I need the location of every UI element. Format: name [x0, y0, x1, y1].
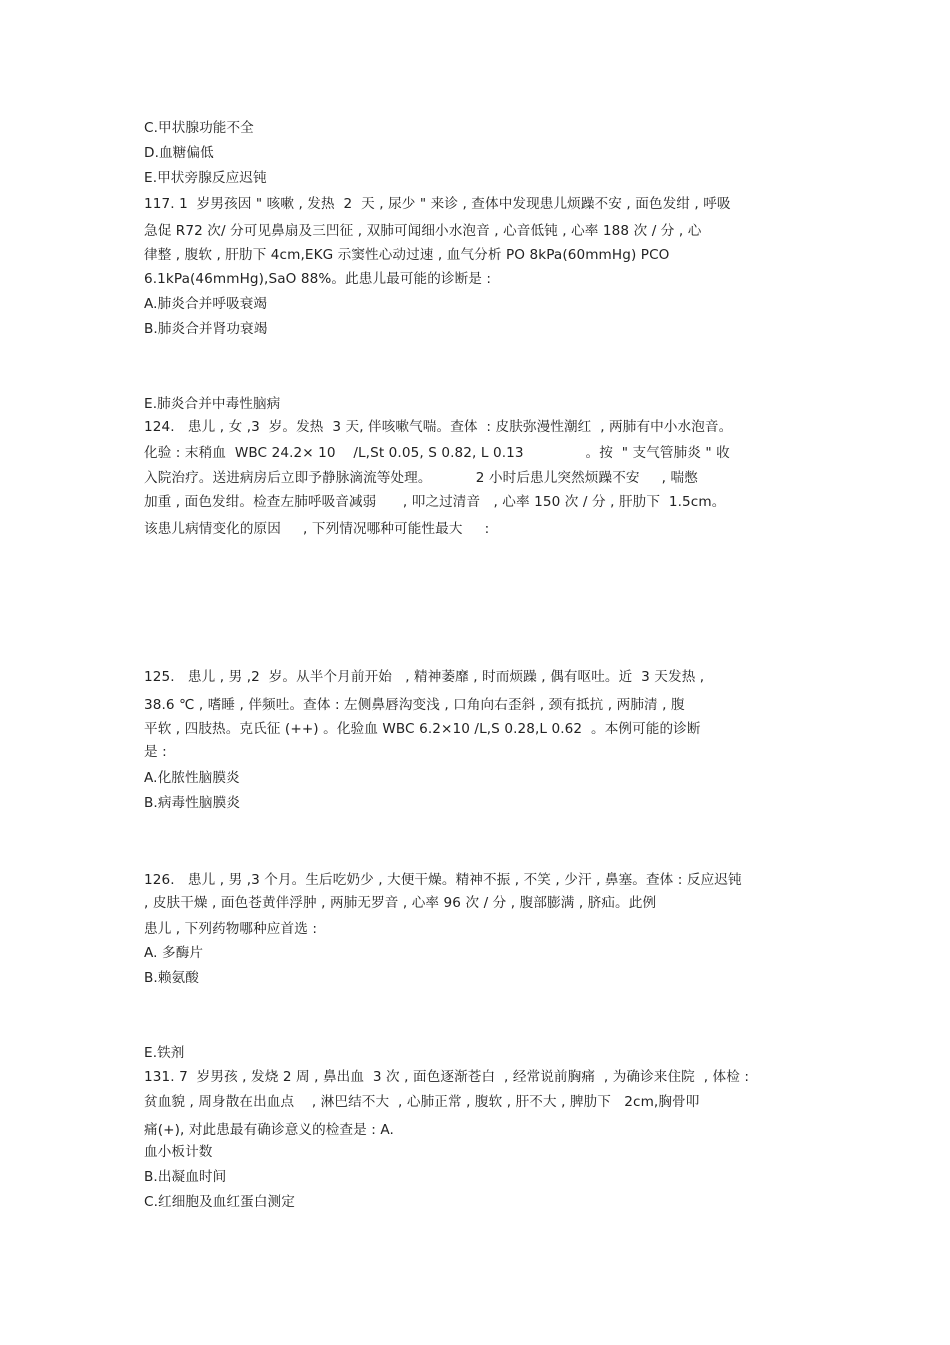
question-117-line-4: 6.1kPa(46mmHg),SaO 88%。此患儿最可能的诊断是 : — [144, 271, 492, 287]
question-131-line-1: 131. 7 岁男孩 , 发烧 2 周 , 鼻出血 3 次 , 面色逐渐苍白 , 经常说前胸痛 , 为确诊来住院 , 体检 : — [144, 1069, 750, 1085]
question-131-line-3: 痛(+), 对此患最有确诊意义的检查是 : A. — [144, 1122, 394, 1138]
option-c-thyroid: C.甲状腺功能不全 — [144, 120, 254, 136]
option-b-coagulation-time: B.出凝血时间 — [144, 1169, 227, 1185]
option-c-rbc-hemoglobin: C.红细胞及血红蛋白测定 — [144, 1194, 295, 1210]
question-125-line-4: 是 : — [144, 744, 167, 760]
option-d-low-glucose: D.血糖偏低 — [144, 145, 214, 161]
question-125-line-3: 平软 , 四肢热。克氏征 (++) 。化验血 WBC 6.2×10 /L,S 0.28,L 0.62 。本例可能的诊断 — [144, 721, 701, 737]
option-a-purulent-meningitis: A.化脓性脑膜炎 — [144, 770, 240, 786]
option-a-platelet-count: 血小板计数 — [144, 1144, 213, 1160]
question-124-line-5: 该患儿病情变化的原因 , 下列情况哪种可能性最大 : — [144, 521, 490, 537]
option-b-renal-failure: B.肺炎合并肾功衰竭 — [144, 321, 268, 337]
question-124-line-3: 入院治疗。送进病房后立即予静脉滴流等处理。 2 小时后患儿突然烦躁不安 , 喘憋 — [144, 470, 698, 486]
option-e-iron: E.铁剂 — [144, 1045, 185, 1061]
question-117-line-3: 律整 , 腹软 , 肝肋下 4cm,EKG 示窦性心动过速 , 血气分析 PO 8kPa(60mmHg) PCO — [144, 247, 670, 263]
option-e-parathyroid: E.甲状旁腺反应迟钝 — [144, 170, 267, 186]
question-117-line-1: 117. 1 岁男孩因 " 咳嗽 , 发热 2 天 , 尿少 " 来诊 , 查体中发现患儿烦躁不安 , 面色发绀 , 呼吸 — [144, 196, 731, 212]
question-126-line-3: 患儿 , 下列药物哪种应首选 : — [144, 921, 317, 937]
question-126-line-2: , 皮肤干燥 , 面色苍黄伴浮肿 , 两肺无罗音 , 心率 96 次 / 分 , 腹部膨满 , 脐疝。此例 — [144, 895, 657, 911]
option-b-lysine: B.赖氨酸 — [144, 970, 199, 986]
question-125-line-2: 38.6 ℃ , 嗜睡 , 伴频吐。查体 : 左侧鼻唇沟变浅 , 口角向右歪斜 , 颈有抵抗 , 两肺清 , 腹 — [144, 697, 685, 713]
option-a-respiratory-failure: A.肺炎合并呼吸衰竭 — [144, 296, 268, 312]
question-124-line-4: 加重 , 面色发绀。检查左肺呼吸音减弱 , 叩之过清音 , 心率 150 次 / 分 , 肝肋下 1.5cm。 — [144, 494, 726, 510]
question-117-line-2: 急促 R72 次/ 分可见鼻扇及三凹征 , 双肺可闻细小水泡音 , 心音低钝 , 心率 188 次 / 分 , 心 — [144, 223, 702, 239]
option-a-multienzyme: A. 多酶片 — [144, 945, 204, 961]
question-124-line-2: 化验 : 末稍血 WBC 24.2× 10 /L,St 0.05, S 0.82, L 0.13 。按 " 支气管肺炎 " 收 — [144, 445, 730, 461]
option-e-toxic-encephalopathy: E.肺炎合并中毒性脑病 — [144, 396, 281, 412]
question-131-line-2: 贫血貌 , 周身散在出血点 , 淋巴结不大 , 心肺正常 , 腹软 , 肝不大 , 脾肋下 2cm,胸骨叩 — [144, 1094, 700, 1110]
option-b-viral-meningitis: B.病毒性脑膜炎 — [144, 795, 241, 811]
question-124-line-1: 124. 患儿 , 女 ,3 岁。发热 3 天, 伴咳嗽气喘。查体 : 皮肤弥漫性潮红 , 两肺有中小水泡音。 — [144, 419, 733, 435]
question-126-line-1: 126. 患儿 , 男 ,3 个月。生后吃奶少 , 大便干燥。精神不振 , 不笑 , 少汗 , 鼻塞。查体 : 反应迟钝 — [144, 872, 742, 888]
question-125-line-1: 125. 患儿 , 男 ,2 岁。从半个月前开始 , 精神萎靡 , 时而烦躁 , 偶有呕吐。近 3 天发热 , — [144, 669, 705, 685]
